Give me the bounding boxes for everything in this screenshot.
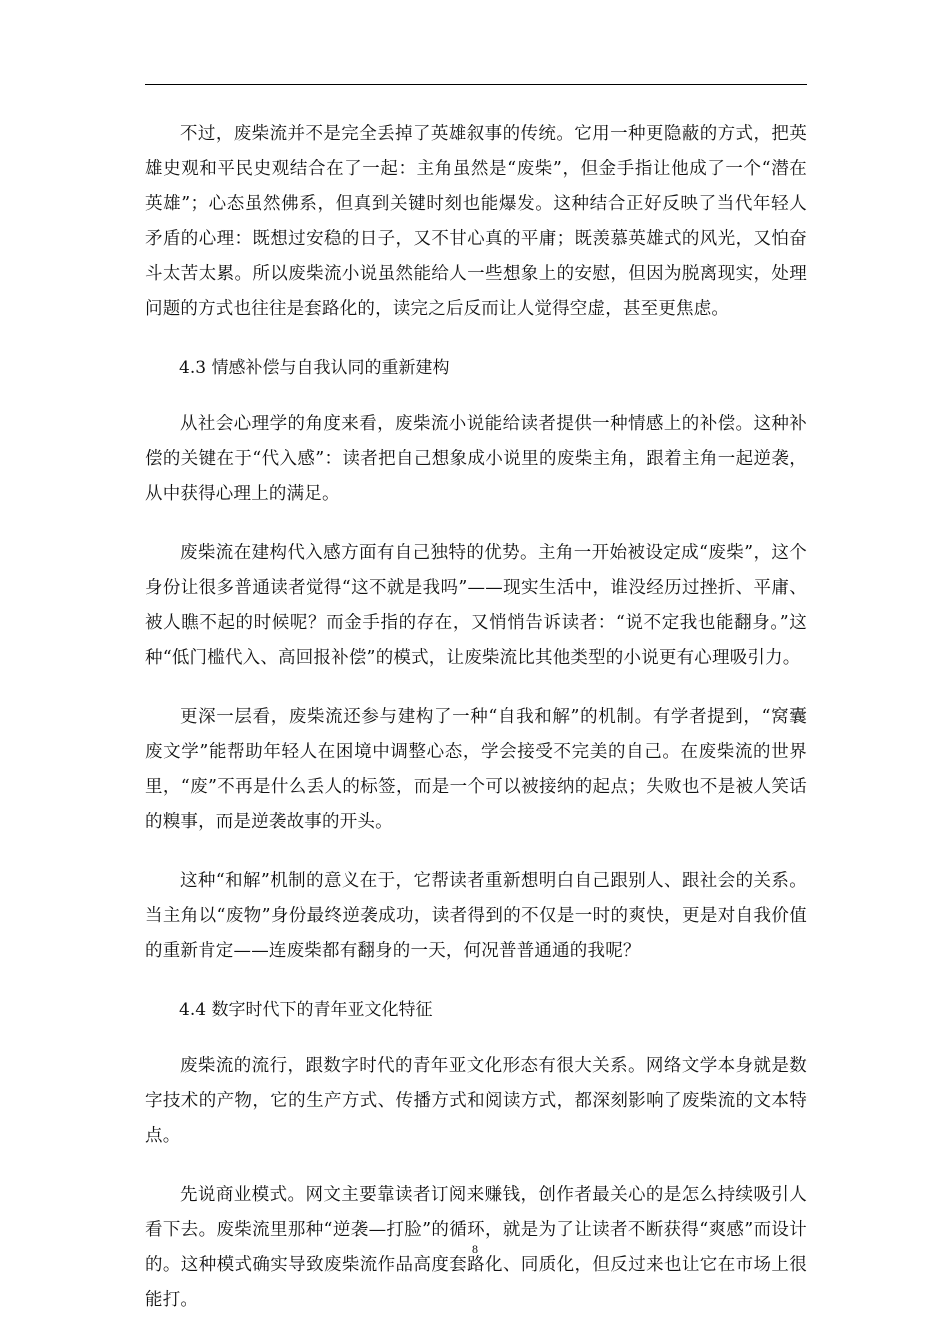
paragraph-digital-subculture: 废柴流的流行，跟数字时代的青年亚文化形态有很大关系。网络文学本身就是数字技术的产物，它的生产方式、传播方式和阅读方式，都深刻影响了废柴流的文本特点。 bbox=[145, 1056, 807, 1146]
paragraph-emotional-compensation: 从社会心理学的角度来看，废柴流小说能给读者提供一种情感上的补偿。这种补偿的关键在于“代入感”：读者把自己想象成小说里的废柴主角，跟着主角一起逆袭，从中获得心理上的满足。 bbox=[145, 414, 807, 504]
section-heading-4-4: 4.4 数字时代下的青年亚文化特征 bbox=[179, 1000, 433, 1020]
page-number: 8 bbox=[472, 1242, 478, 1256]
section-heading-4-3: 4.3 情感补偿与自我认同的重新建构 bbox=[179, 358, 450, 378]
paragraph-reconciliation-meaning: 这种“和解”机制的意义在于，它帮读者重新想明白自己跟别人、跟社会的关系。当主角以“废物”身份最终逆袭成功，读者得到的不仅是一时的爽快，更是对自我价值的重新肯定——连废柴都有翻身的一天，何况普普通通的我呢？ bbox=[145, 871, 807, 961]
paragraph-hero-narrative: 不过，废柴流并不是完全丢掉了英雄叙事的传统。它用一种更隐蔽的方式，把英雄史观和平民史观结合在了一起：主角虽然是“废柴”，但金手指让他成了一个“潜在英雄”；心态虽然佛系，但真到关键时刻也能爆发。这种结合正好反映了当代年轻人矛盾的心理：既想过安稳的日子，又不甘心真的平庸；既羡慕英雄式的风光，又怕奋斗太苦太累。所以废柴流小说虽然能给人一些想象上的安慰，但因为脱离现实，处理问题的方式也往往是套路化的，读完之后反而让人觉得空虚，甚至更焦虑。 bbox=[145, 124, 807, 319]
body-text bbox=[145, 117, 807, 1342]
header-rule bbox=[145, 84, 807, 85]
paragraph-business-model: 先说商业模式。网文主要靠读者订阅来赚钱，创作者最关心的是怎么持续吸引人看下去。废柴流里那种“逆袭—打脸”的循环，就是为了让读者不断获得“爽感”而设计的。这种模式确实导致废柴流作品高度套路化、同质化，但反过来也让它在市场上很能打。 bbox=[145, 1185, 807, 1310]
paragraph-immersion-advantage: 废柴流在建构代入感方面有自己独特的优势。主角一开始被设定成“废柴”，这个身份让很多普通读者觉得“这不就是我吗”——现实生活中，谁没经历过挫折、平庸、被人瞧不起的时候呢？而金手指的存在，又悄悄告诉读者：“说不定我也能翻身。”这种“低门槛代入、高回报补偿”的模式，让废柴流比其他类型的小说更有心理吸引力。 bbox=[145, 543, 807, 668]
paragraph-self-reconciliation: 更深一层看，废柴流还参与建构了一种“自我和解”的机制。有学者提到，“窝囊废文学”能帮助年轻人在困境中调整心态，学会接受不完美的自己。在废柴流的世界里，“废”不再是什么丢人的标签，而是一个可以被接纳的起点；失败也不是被人笑话的糗事，而是逆袭故事的开头。 bbox=[145, 707, 807, 832]
